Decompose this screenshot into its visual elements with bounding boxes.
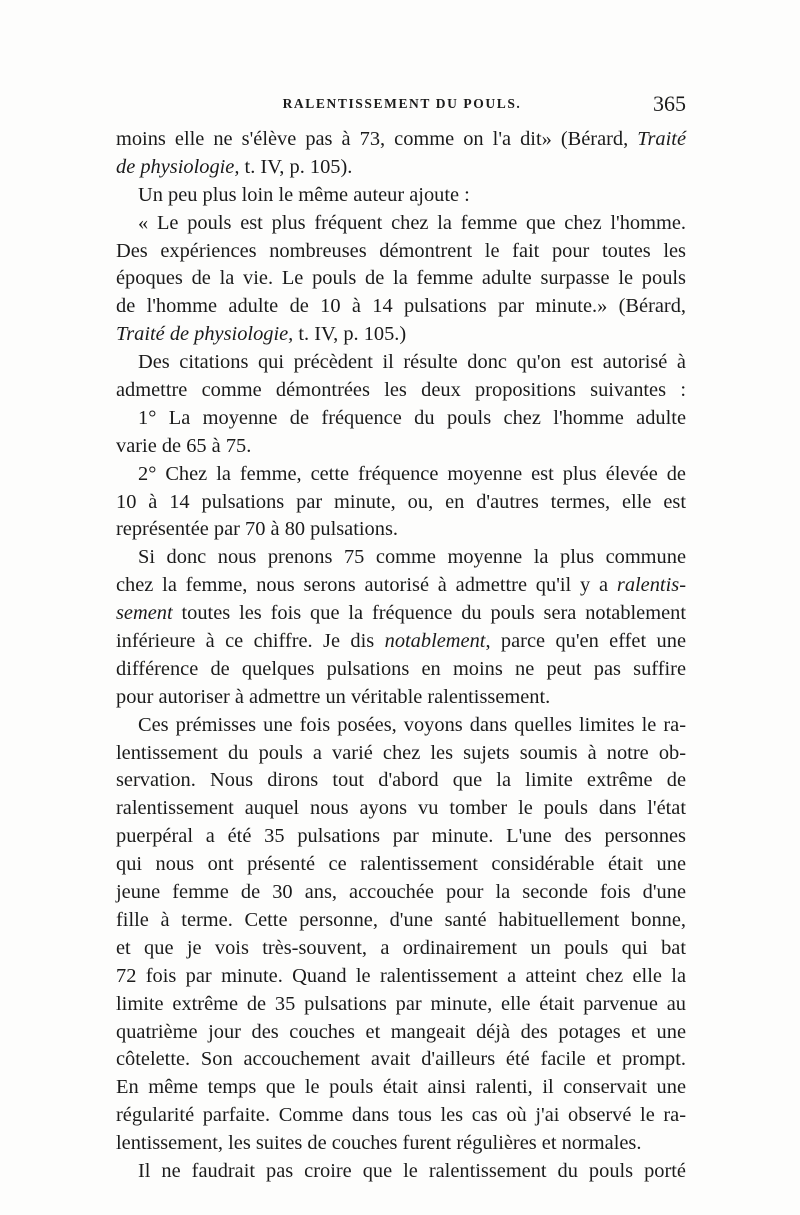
page-header bbox=[118, 91, 686, 120]
text-line: et que je vois très-souvent, a ordinairement un pouls qui bat bbox=[116, 936, 686, 959]
page-number: 365 bbox=[653, 91, 686, 116]
text-line: 2° Chez la femme, cette fréquence moyenne est plus élevée de bbox=[138, 462, 686, 485]
text-line: inférieure à ce chiffre. Je dis notablement, parce qu'en effet une bbox=[116, 630, 686, 653]
italic-text: Traité bbox=[637, 128, 686, 150]
text-line: chez la femme, nous serons autorisé à admettre qu'il y a ralentis- bbox=[116, 574, 686, 597]
text-line: qui nous ont présenté ce ralentissement considérable était une bbox=[116, 853, 686, 876]
text-line: différence de quelques pulsations en moins ne peut pas suffire bbox=[116, 657, 686, 680]
text-line: 10 à 14 pulsations par minute, ou, en d'autres termes, elle est bbox=[116, 490, 686, 513]
text-line: Un peu plus loin le même auteur ajoute : bbox=[138, 183, 470, 206]
text-line: ralentissement auquel nous ayons vu tomber le pouls dans l'état bbox=[116, 797, 686, 820]
text-line: fille à terme. Cette personne, d'une santé habituellement bonne, bbox=[116, 908, 686, 931]
text-line: puerpéral a été 35 pulsations par minute. L'une des personnes bbox=[116, 825, 686, 848]
text-line: de physiologie, t. IV, p. 105). bbox=[116, 155, 353, 178]
text-line: sement toutes les fois que la fréquence du pouls sera notablement bbox=[116, 602, 686, 625]
text-line: représentée par 70 à 80 pulsations. bbox=[116, 518, 398, 541]
text-line: de l'homme adulte de 10 à 14 pulsations par minute.» (Bérard, bbox=[116, 295, 686, 318]
text-line: Si donc nous prenons 75 comme moyenne la plus commune bbox=[138, 546, 686, 569]
text-line: jeune femme de 30 ans, accouchée pour la seconde fois d'une bbox=[116, 881, 686, 904]
text-line: Des citations qui précèdent il résulte donc qu'on est autorisé à bbox=[138, 351, 686, 374]
text-line: côtelette. Son accouchement avait d'ailleurs été facile et prompt. bbox=[116, 1048, 686, 1071]
italic-text: notablement bbox=[384, 630, 486, 653]
text-line: régularité parfaite. Comme dans tous les cas où j'ai observé le ra- bbox=[116, 1104, 686, 1127]
text-line: « Le pouls est plus fréquent chez la femme que chez l'homme. bbox=[138, 211, 686, 234]
text-line: varie de 65 à 75. bbox=[116, 434, 252, 457]
text-line: Traité de physiologie, t. IV, p. 105.) bbox=[116, 323, 407, 346]
text-line: lentissement du pouls a varié chez les sujets soumis à notre ob- bbox=[116, 741, 686, 764]
text-line: quatrième jour des couches et mangeait déjà des potages et une bbox=[116, 1020, 686, 1043]
text-line: lentissement, les suites de couches furent régulières et normales. bbox=[116, 1132, 642, 1155]
italic-text: de physiologie, bbox=[116, 155, 240, 178]
text-line: admettre comme démontrées les deux propositions suivantes : bbox=[116, 379, 686, 402]
text-line: pour autoriser à admettre un véritable ralentissement. bbox=[116, 685, 551, 708]
text-line: servation. Nous dirons tout d'abord que la limite extrême de bbox=[116, 769, 686, 792]
text-line: époques de la vie. Le pouls de la femme adulte surpasse le pouls bbox=[116, 267, 686, 290]
running-head: RALENTISSEMENT DU POULS. bbox=[282, 96, 522, 111]
text-line: En même temps que le pouls était ainsi ralenti, il conservait une bbox=[116, 1076, 686, 1099]
text-line: Il ne faudrait pas croire que le ralentissement du pouls porté bbox=[138, 1159, 686, 1182]
italic-text: Traité de physiologie, bbox=[116, 323, 294, 346]
italic-text: ralentis- bbox=[616, 574, 686, 597]
body-text bbox=[116, 126, 686, 1186]
text-line: Ces prémisses une fois posées, voyons dans quelles limites le ra- bbox=[138, 713, 686, 736]
text-line: limite extrême de 35 pulsations par minute, elle était parvenue au bbox=[116, 992, 686, 1015]
italic-text: sement bbox=[116, 602, 173, 625]
text-line: 1° La moyenne de fréquence du pouls chez l'homme adulte bbox=[138, 406, 686, 429]
text-line: Des expériences nombreuses démontrent le fait pour toutes les bbox=[116, 239, 686, 262]
text-line: moins elle ne s'élève pas à 73, comme on l'a dit» (Bérard, Traité bbox=[116, 128, 686, 150]
text-line: 72 fois par minute. Quand le ralentissement a atteint chez elle la bbox=[116, 964, 686, 987]
